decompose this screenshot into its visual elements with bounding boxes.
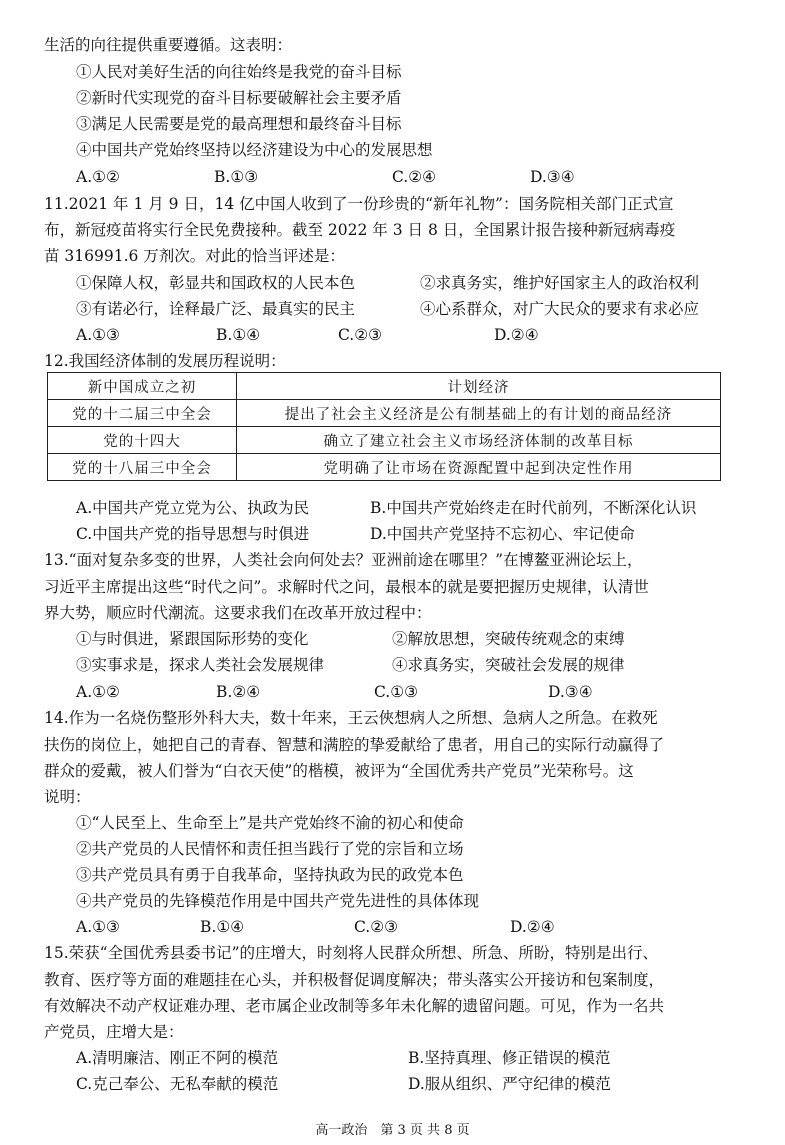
q13-item-2: ②解放思想，突破传统观念的束缚 (392, 630, 625, 648)
q10-option-d: D.③④ (530, 168, 575, 186)
economic-system-table (47, 372, 721, 481)
q13-option-b: B.②④ (216, 683, 261, 701)
q13-option-d: D.③④ (548, 683, 593, 701)
q12-option-d: D.中国共产党坚持不忘初心、牢记使命 (370, 525, 635, 543)
q11-option-d: D.②④ (494, 326, 539, 344)
q15-stem-line-1: 15.荣获“全国优秀县委书记”的庄增大，时刻将人民群众所想、所急、所盼，特别是出行、 (44, 944, 659, 962)
table-row (48, 373, 721, 400)
q14-option-c: C.②③ (354, 918, 399, 936)
q10-option-a: A.①② (76, 168, 120, 186)
q14-stem-line-2: 扶伤的岗位上，她把自己的青春、智慧和满腔的挚爱献给了患者，用自己的实际行动赢得了 (44, 736, 665, 754)
q11-item-3: ③有诺必行，诠释最广泛、最真实的民主 (76, 300, 356, 318)
q13-option-c: C.①③ (374, 683, 419, 701)
q13-item-3: ③实事求是，探求人类社会发展规律 (76, 656, 325, 674)
q13-stem-line-2: 习近平主席提出这些“时代之问”。求解时代之问，最根本的就是要把握历史规律，认清世 (44, 578, 649, 596)
q15-option-b: B.坚持真理、修正错误的模范 (408, 1049, 611, 1067)
q14-item-3: ③共产党员具有勇于自我革命，坚持执政为民的政党本色 (76, 866, 464, 884)
table-cell: 计划经济 (237, 373, 721, 400)
q11-item-4: ④心系群众，对广大民众的要求有求必应 (420, 300, 700, 318)
q12-stem: 12.我国经济体制的发展历程说明： (44, 352, 286, 370)
table-cell: 党明确了让市场在资源配置中起到决定性作用 (237, 454, 721, 481)
q13-stem-line-1: 13.“面对复杂多变的世界，人类社会向何处去？亚洲前途在哪里？”在博鳌亚洲论坛上， (44, 551, 643, 569)
q14-item-4: ④共产党员的先锋模范作用是中国共产党先进性的具体体现 (76, 892, 480, 910)
q11-option-a: A.①③ (76, 326, 120, 344)
q10-item-3: ③满足人民需要是党的最高理想和最终奋斗目标 (76, 115, 402, 133)
q13-item-1: ①与时俱进，紧跟国际形势的变化 (76, 630, 309, 648)
table-row (48, 400, 721, 427)
table-cell: 提出了社会主义经济是公有制基础上的有计划的商品经济 (237, 400, 721, 427)
q10-option-b: B.①③ (214, 168, 259, 186)
q11-stem-line-1: 11.2021 年 1 月 9 日，14 亿中国人收到了一份珍贵的“新年礼物”：国务院相关部门正式宣 (44, 195, 674, 213)
table-cell: 党的十二届三中全会 (48, 400, 237, 427)
q13-stem-line-3: 界大势，顺应时代潮流。这要求我们在改革开放过程中： (44, 604, 432, 622)
q11-item-2: ②求真务实，维护好国家主人的政治权利 (420, 274, 700, 292)
table-cell: 新中国成立之初 (48, 373, 237, 400)
q12-option-a: A.中国共产党立党为公、执政为民 (76, 499, 310, 517)
q10-item-4: ④中国共产党始终坚持以经济建设为中心的发展思想 (76, 141, 433, 159)
q13-item-4: ④求真务实，突破社会发展的规律 (392, 656, 625, 674)
table-row (48, 427, 721, 454)
table-row (48, 454, 721, 481)
q10-item-1: ①人民对美好生活的向往始终是我党的奋斗目标 (76, 63, 402, 81)
q11-option-b: B.①④ (216, 326, 261, 344)
q10-item-2: ②新时代实现党的奋斗目标要破解社会主要矛盾 (76, 89, 402, 107)
q15-stem-line-2: 教育、医疗等方面的难题挂在心头，并积极督促调度解决；带头落实公开接访和包案制度， (44, 971, 665, 989)
table-cell: 党的十四大 (48, 427, 237, 454)
table-cell: 确立了建立社会主义市场经济体制的改革目标 (237, 427, 721, 454)
q11-option-c: C.②③ (338, 326, 383, 344)
q14-option-a: A.①③ (76, 918, 120, 936)
q15-option-c: C.克己奉公、无私奉献的模范 (76, 1075, 279, 1093)
q14-stem-line-1: 14.作为一名烧伤整形外科大夫，数十年来，王云俠想病人之所想、急病人之所急。在救死 (44, 709, 658, 727)
q15-stem-line-3: 有效解决不动产权证难办理、老市属企业改制等多年未化解的遗留问题。可见，作为一名共 (44, 997, 665, 1015)
q12-option-b: B.中国共产党始终走在时代前列，不断深化认识 (370, 499, 697, 517)
q11-item-1: ①保障人权，彰显共和国政权的人民本色 (76, 274, 356, 292)
q14-option-b: B.①④ (200, 918, 245, 936)
q14-item-2: ②共产党员的人民情怀和责任担当践行了党的宗旨和立场 (76, 840, 464, 858)
q11-stem-line-2: 布，新冠疫苗将实行全民免费接种。截至 2022 年 3 日 8 日，全国累计报告接种新冠病毒疫 (44, 221, 676, 239)
q15-option-a: A.清明廉洁、刚正不阿的模范 (76, 1049, 279, 1067)
q14-option-d: D.②④ (510, 918, 555, 936)
q14-item-1: ①“人民至上、生命至上”是共产党始终不渝的初心和使命 (76, 814, 464, 832)
q15-option-d: D.服从组织、严守纪律的模范 (408, 1075, 611, 1093)
question-10-stem-tail: 生活的向往提供重要遵循。这表明： (44, 36, 293, 54)
table-cell: 党的十八届三中全会 (48, 454, 237, 481)
q14-stem-line-4: 说明： (44, 788, 91, 806)
q15-stem-line-4: 产党员，庄增大是： (44, 1023, 184, 1041)
q12-option-c: C.中国共产党的指导思想与时俱进 (76, 525, 310, 543)
q11-stem-line-3: 苗 316991.6 万剂次。对此的恰当评述是： (44, 247, 345, 265)
page-footer: 高一政治 第 3 页 共 8 页 (315, 1123, 470, 1138)
q10-option-c: C.②④ (392, 168, 437, 186)
q14-stem-line-3: 群众的爱戴，被人们誉为“白衣天使”的楷模，被评为“全国优秀共产党员”光荣称号。这 (44, 762, 634, 780)
q13-option-a: A.①② (76, 683, 120, 701)
